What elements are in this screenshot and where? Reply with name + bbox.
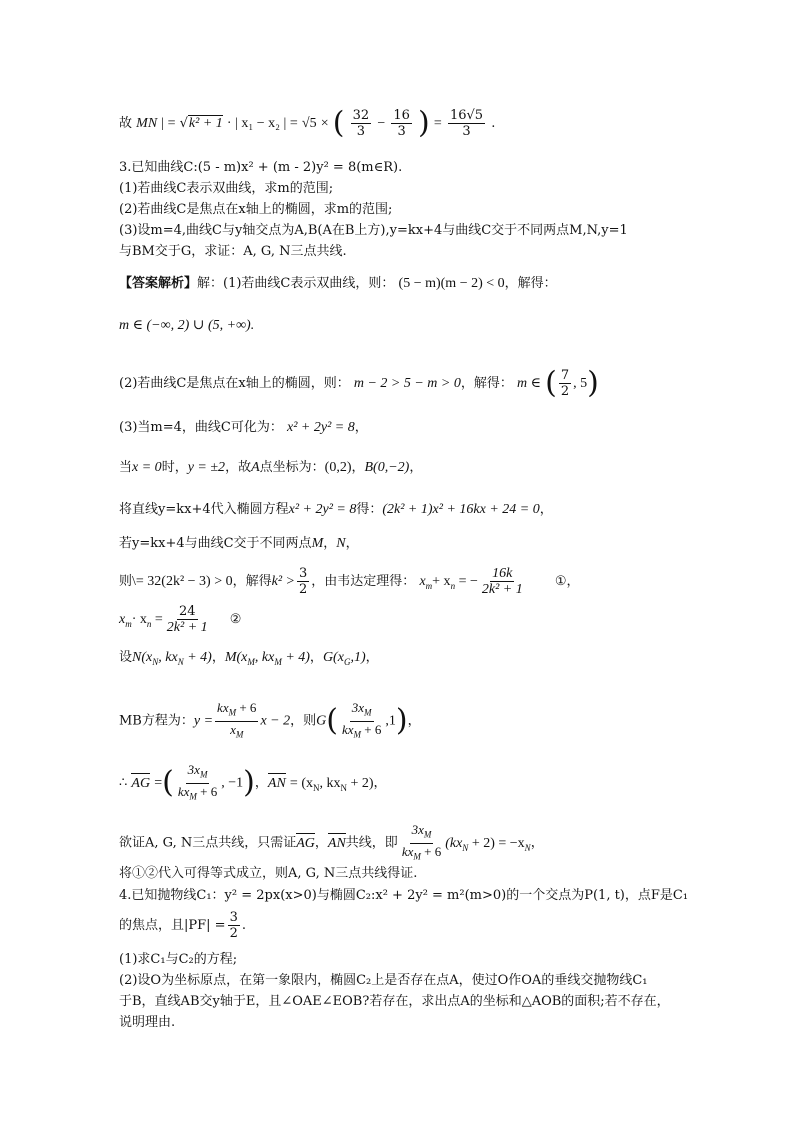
answer-line-3: (2)若曲线C是焦点在x轴上的椭圆，则： m − 2 > 5 − m > 0，解得： m ∈ ( $\frac{7}{2}$ , 5) — [119, 365, 599, 401]
problem4-q2c: 说明理由. — [119, 1015, 176, 1030]
t25: 欲证A, G, N三点共线，只需证 — [119, 835, 297, 851]
text-prefix: 故 — [119, 116, 133, 131]
g-label: G — [316, 713, 327, 729]
t24: ， — [373, 775, 387, 791]
problem4-p2 — [119, 910, 246, 941]
dot-x: · x — [131, 612, 147, 627]
fraction-gx: $\frac{3x_M}{kx_M + 6}$ — [341, 700, 382, 740]
fraction-16-3: $\frac{16}{3}$ — [393, 108, 410, 139]
fraction-7-2: $\frac{7}{2}$ — [560, 368, 570, 399]
m-coord: M(x — [224, 650, 248, 665]
problem3-stem: 3.已知曲线C:(5 - m)x² + (m - 2)y² = 8(m∈R). — [119, 160, 403, 175]
problem4-q1: (1)求C₁与C₂的方程; — [119, 952, 238, 967]
g-coord: G(x — [322, 650, 344, 665]
answer-text: 解：(1)若曲线C表示双曲线，则： — [197, 276, 395, 291]
fraction-collinear: $\frac{3x_M}{kx_M + 6}$ — [401, 822, 442, 862]
times: × — [320, 116, 329, 131]
coord-b: B(0,−2) — [364, 460, 410, 475]
sub-n-2: n — [146, 618, 152, 629]
fraction-vieta-prod: $\frac{24}{\text{2k² + 1}}$ — [166, 604, 208, 635]
therefore: ∴ — [119, 775, 128, 791]
ellipse-equation: x² + 2y² = 8 — [287, 420, 355, 435]
an-coord: = (x — [289, 775, 313, 791]
answer-line-11: MB方程为：y = $\frac{kx_M + 6}{x_M}$ x − 2，则G( $\frac{3x_M}{kx_M + 6}$ ,1)， — [119, 700, 421, 742]
fraction-result: $\frac{16√5}{3}$ — [449, 108, 484, 139]
t13: 则 — [119, 574, 133, 589]
line-tail: x − 2 — [260, 713, 291, 729]
t16: 设 — [119, 650, 133, 665]
problem3-q2: (2)若曲线C是焦点在x轴上的椭圆，求m的范围; — [119, 202, 393, 217]
t9: ， — [539, 502, 553, 517]
point-n: N — [336, 536, 346, 551]
vector-ag: AG — [131, 775, 151, 791]
ag-y: , −1 — [221, 775, 244, 791]
t27: 共线，即 — [345, 835, 398, 851]
t3: ，故 — [225, 460, 252, 475]
problem4-q2b: 于B，直线AB交y轴于E，且∠OAE∠EOB?若存在，求出点A的坐标和△AOB的面积;若不存在， — [119, 994, 670, 1009]
sqrt5: √5 — [301, 116, 317, 131]
t7: 将直线y=kx+4代入椭圆方程 — [119, 502, 289, 517]
coord-a: (0,2) — [324, 460, 352, 475]
m-coord-3: + 4) — [281, 650, 310, 665]
t19: ， — [365, 650, 379, 665]
answer-text-2: (2)若曲线C是焦点在x轴上的椭圆，则： — [119, 376, 350, 391]
abs-diff: · | x₁ − x₂ | = — [226, 116, 298, 131]
fraction-32-3: $\frac{32}{3}$ — [352, 108, 370, 139]
t12: ， — [345, 536, 359, 551]
x-zero: x = 0 — [132, 460, 162, 475]
problem3-q1: (1)若曲线C表示双曲线，求m的范围; — [119, 181, 334, 196]
fraction-slope: $\frac{kx_M + 6}{x_M}$ — [217, 700, 257, 740]
y-pm2: y = ±2 — [187, 460, 226, 475]
answer-label: 【答案解析】 — [119, 276, 198, 291]
equals: | = — [161, 116, 176, 131]
vector-an-2: AN — [327, 835, 346, 851]
problem4-p1: 4.已知抛物线C₁：y² = 2px(x>0)与椭圆C₂:x² + 2y² = m²(m>0)的一个交点为P(1, t)，点F是C₁ — [119, 888, 689, 903]
an-coord-3: + 2) — [346, 775, 374, 791]
equals-2: = — [433, 116, 442, 131]
answer-line-7 — [119, 536, 359, 552]
n-coord-2: , kx — [158, 650, 178, 665]
t11: ， — [323, 536, 337, 551]
answer-line-13: 欲证A, G, N三点共线，只需证AG，AN共线，即 $\frac{3x_M}{kx_M + 6}$ $(kx_N + 2) = -x_N$， — [119, 822, 544, 864]
answer-line-14: 将①②代入可得等式成立，则A, G, N三点共线得证. — [119, 866, 418, 881]
eq-neg: = − — [458, 574, 478, 589]
ellipse-eq-2: x² + 2y² = 8 — [288, 502, 357, 517]
answer-text-3: (3)当m=4，曲线C可化为： — [119, 420, 283, 435]
t28: ， — [530, 835, 544, 851]
minus: − — [377, 116, 386, 131]
t30: . — [241, 918, 246, 933]
problem3-q3b: 与BM交于G，求证：A, G, N三点共线. — [119, 244, 347, 259]
inequality: (5 − m)(m − 2) < 0 — [398, 276, 505, 291]
fraction-ag: $\frac{3x_M}{kx_M + 6}$ — [177, 762, 218, 802]
mark-2: ② — [229, 612, 242, 627]
g-coord-2: ,1) — [350, 650, 366, 665]
answer-line-6 — [119, 502, 553, 518]
sub-m: m — [425, 580, 433, 591]
t8: 得： — [356, 502, 383, 517]
interval-end: , 5 — [573, 376, 588, 391]
sqrt-argument: k² + 1 — [188, 116, 223, 131]
vector-ag-2: AG — [296, 835, 315, 851]
t20: MB方程为： — [119, 713, 194, 729]
answer-line-12: ∴ AG =( $\frac{3x_M}{kx_M + 6}$ , −1)，AN = ($x_N$, $kx_N + 2$)， — [119, 762, 387, 804]
t17: ， — [211, 650, 225, 665]
answer-line-1 — [119, 276, 557, 292]
text-tail: ，解得： — [504, 276, 557, 291]
eq-3: = — [154, 612, 163, 627]
t14: ，解得 — [232, 574, 272, 589]
y-eq: y = — [193, 713, 214, 729]
an-coord-2: , kx — [319, 775, 341, 791]
n-coord: N(x — [132, 650, 153, 665]
fraction-3-2: $\frac{3}{2}$ — [299, 566, 308, 597]
mn-length-line: 故 MN | = √k² + 1 · | x₁ − x₂ | = √5 × ( $\frac{32}{3}$ − $\frac{16}{3}$ ) = $\frac{16√5}{3}$ . — [119, 105, 496, 141]
period: . — [491, 116, 496, 131]
answer-line-10: 设$N(x_N$, $kx_N + 4$)，$M(x_M$, $kx_M + 4$)，$G(x_G,1)$， — [119, 650, 379, 667]
answer-line-9 — [119, 604, 241, 635]
text-tail-2: ，解得： — [460, 376, 513, 391]
x-prod: x — [119, 612, 126, 627]
t4: 点坐标为： — [259, 460, 325, 475]
answer-line-4 — [119, 420, 368, 436]
t21: ，则 — [290, 713, 317, 729]
text-tail-3: ， — [354, 420, 368, 435]
n-coord-3: + 4) — [183, 650, 212, 665]
t6: ， — [409, 460, 423, 475]
fraction-vieta-sum: $\frac{16k}{\text{2k² + 1}}$ — [481, 566, 523, 597]
g-y: ,1 — [385, 713, 396, 729]
sub-m-2: m — [125, 618, 132, 629]
k-squared: k² > — [271, 574, 295, 589]
t26: ， — [314, 835, 328, 851]
problem3-q3a: (3)设m=4,曲线C与y轴交点为A,B(A在B上方),y=kx+4与曲线C交于不同两点M,N,y=1 — [119, 223, 628, 238]
sub-n: n — [450, 580, 456, 591]
collinear-rest-2: + 2) = −x — [468, 835, 525, 851]
t2: 时， — [161, 460, 188, 475]
mark-1: ①， — [554, 574, 580, 589]
x-sum: x — [419, 574, 426, 589]
answer-line-5 — [119, 460, 422, 476]
answer-line-2 — [119, 318, 254, 334]
quadratic: (2k² + 1)x² + 16kx + 24 = 0 — [382, 502, 540, 517]
vector-an: AN — [267, 775, 286, 791]
t1: 当 — [119, 460, 133, 475]
t29: 的焦点，且|PF| = — [119, 918, 226, 933]
answer-line-8 — [119, 566, 580, 597]
inequality-2: m − 2 > 5 − m > 0 — [353, 376, 461, 391]
t22: ， — [407, 713, 421, 729]
problem4-q2a: (2)设O为坐标原点，在第一象限内，椭圆C₂上是否存在点A，使过O作OA的垂线交抛物线C₁ — [119, 973, 648, 988]
collinear-rest: (kx — [445, 835, 463, 851]
m-coord-2: , kx — [254, 650, 275, 665]
fraction-3-2b: $\frac{3}{2}$ — [229, 910, 238, 941]
discriminant: \= 32(2k² − 3) > 0 — [132, 574, 233, 589]
range-result: m ∈ (−∞, 2) ∪ (5, +∞). — [119, 318, 255, 333]
t23: ， — [254, 775, 268, 791]
t5: ， — [351, 460, 365, 475]
segment-mn: MN — [136, 116, 158, 131]
t15: ，由韦达定理得： — [311, 574, 416, 589]
m-in: m ∈ — [517, 376, 541, 391]
point-a: A — [251, 460, 260, 475]
t10: 若y=kx+4与曲线C交于不同两点 — [119, 536, 312, 551]
t18: ， — [309, 650, 323, 665]
eq-4: = — [154, 775, 163, 791]
point-m: M — [311, 536, 324, 551]
plus-x: + x — [432, 574, 451, 589]
